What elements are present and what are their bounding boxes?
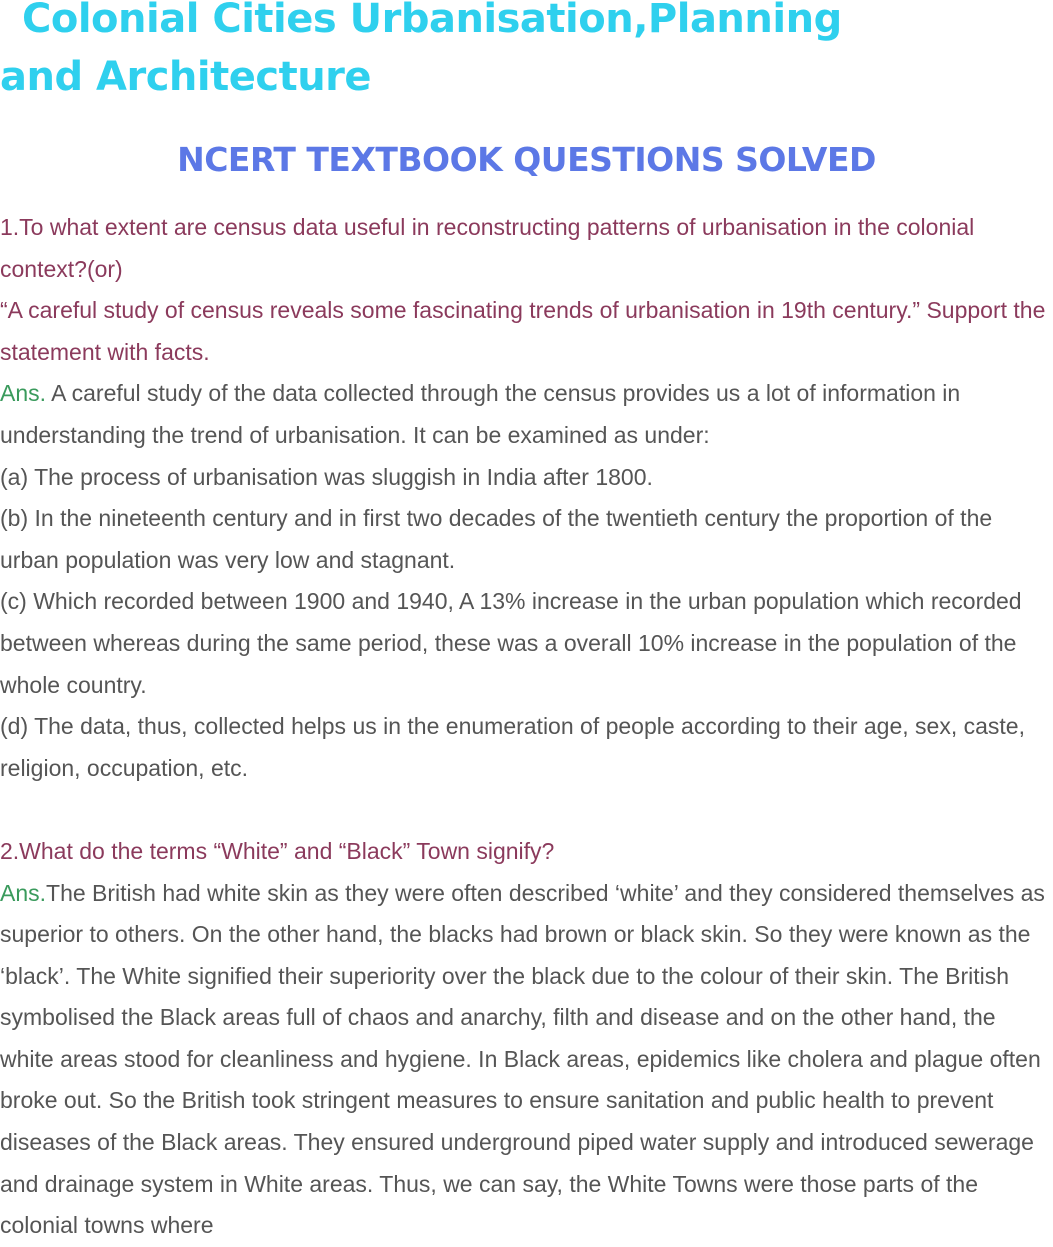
- answer-2: [0, 873, 1053, 1247]
- answer-text: The British had white skin as they were often described ‘white’ and they considered themselves as superior to others. On the other hand, the blacks had brown or black skin. So they were known as the ‘black’. The White signified their superiority over the black due to the colour of their skin. The British symbolised the Black areas full of chaos and anarchy, filth and disease and on the other hand, the white areas stood for cleanliness and hygiene. In Black areas, epidemics like cholera and plague often broke out. So the British took stringent measures to ensure sanitation and public health to prevent diseases of the Black areas. They ensured underground piped water supply and introduced sewerage and drainage system in White areas. Thus, we can say, the White Towns were those parts of the colonial towns where: [0, 879, 1045, 1239]
- answer-text: A careful study of the data collected through the census provides us a lot of information in understanding the trend of urbanisation. It can be examined as under:: [0, 380, 961, 448]
- page-title: [0, 0, 1053, 106]
- question-1: 1.To what extent are census data useful in reconstructing patterns of urbanisation in the colonial context?(or): [0, 214, 975, 282]
- answer-1-point-d: (d) The data, thus, collected helps us in the enumeration of people according to their age, sex, caste, religion, occupation, etc.: [0, 713, 1025, 781]
- answer-1-intro: [0, 373, 1053, 456]
- answer-1-point-a: (a) The process of urbanisation was sluggish in India after 1800.: [0, 463, 653, 490]
- question-1-statement: “A careful study of census reveals some fascinating trends of urbanisation in 19th century.” Support the statement with facts.: [0, 297, 1046, 365]
- answer-1-point-c: (c) Which recorded between 1900 and 1940, A 13% increase in the urban population which recorded between whereas during the same period, these was a overall 10% increase in the population of the whole country.: [0, 588, 1022, 698]
- section-heading: NCERT TEXTBOOK QUESTIONS SOLVED: [177, 140, 876, 179]
- answer-label: Ans.: [0, 380, 47, 407]
- question-2: 2.What do the terms “White” and “Black” Town signify?: [0, 837, 555, 864]
- spacer: [0, 789, 1053, 831]
- answer-1-point-b: (b) In the nineteenth century and in first two decades of the twentieth century the proportion of the urban population was very low and stagnant.: [0, 505, 993, 573]
- title-line-2: and Architecture: [0, 54, 372, 100]
- article-body: [0, 207, 1053, 1247]
- answer-label: Ans.: [0, 879, 47, 906]
- title-line-1: Colonial Cities Urbanisation,Planning: [22, 0, 842, 42]
